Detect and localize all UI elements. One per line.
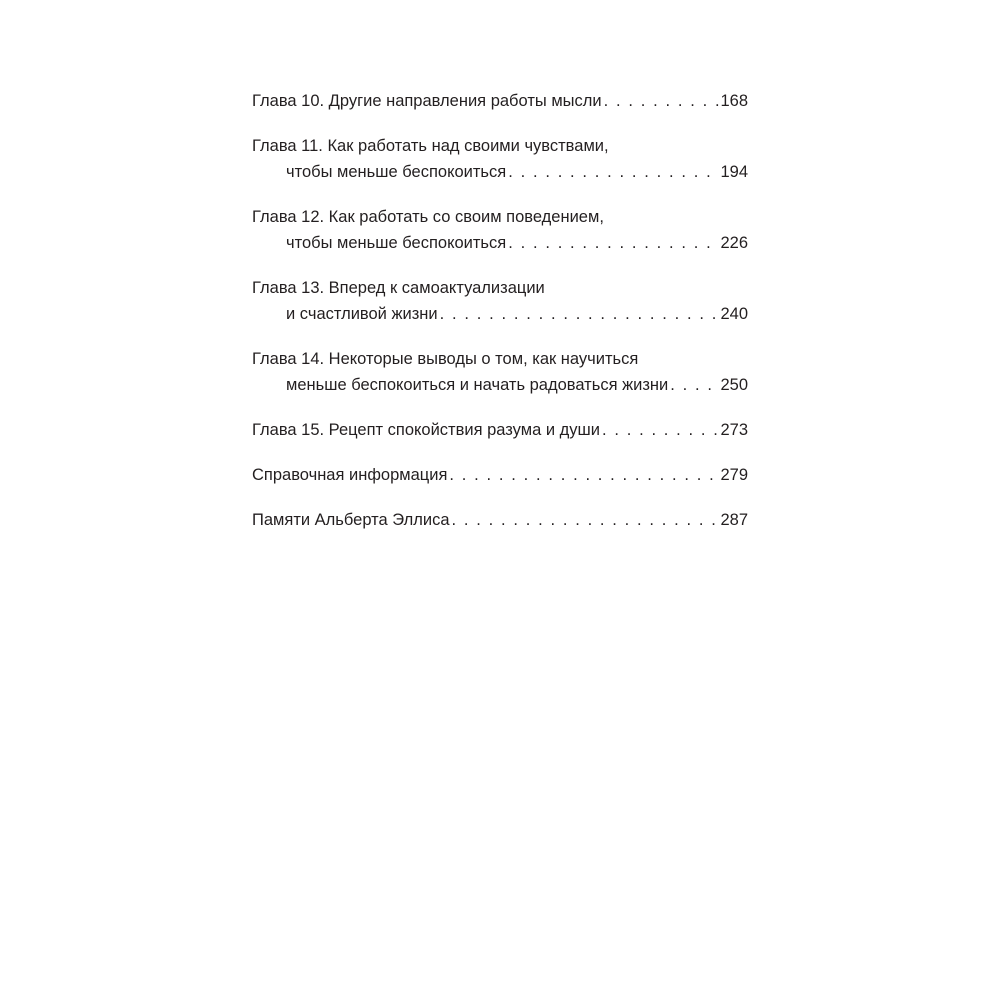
table-of-contents [252, 88, 748, 533]
dot-leader [602, 88, 721, 114]
toc-entry-row [252, 507, 748, 533]
toc-page-number: 194 [720, 163, 748, 181]
toc-entry-reference-info [252, 462, 748, 488]
dot-leader [600, 417, 721, 443]
toc-entry-title: Глава 12. Как работать со своим поведением, [252, 208, 604, 226]
toc-entry-chapter-12 [252, 204, 748, 256]
toc-entry-chapter-15 [252, 417, 748, 443]
dot-leader [450, 507, 721, 533]
dot-leader [506, 159, 720, 185]
toc-page-number: 168 [720, 92, 748, 110]
dot-leader [447, 462, 720, 488]
toc-entry-row [252, 88, 748, 114]
toc-entry-row [252, 462, 748, 488]
toc-entry-title-continuation: чтобы меньше беспокоиться [286, 163, 507, 181]
toc-entry-row [252, 417, 748, 443]
toc-entry-chapter-10 [252, 88, 748, 114]
toc-entry-title: Справочная информация [252, 466, 448, 484]
toc-entry-continuation-row [252, 159, 748, 185]
toc-entry-title: Глава 13. Вперед к самоактуализации [252, 279, 545, 297]
toc-entry-chapter-14 [252, 346, 748, 398]
toc-page-number: 287 [720, 511, 748, 529]
toc-page-number: 226 [720, 234, 748, 252]
toc-entry-row [252, 346, 748, 372]
dot-leader [506, 230, 720, 256]
toc-entry-title: Глава 14. Некоторые выводы о том, как научиться [252, 350, 639, 368]
toc-page-number: 250 [720, 376, 748, 394]
toc-entry-title-continuation: меньше беспокоиться и начать радоваться жизни [286, 376, 669, 394]
toc-entry-row [252, 133, 748, 159]
toc-entry-title: Памяти Альберта Эллиса [252, 511, 450, 529]
toc-page-number: 273 [720, 421, 748, 439]
toc-entry-title: Глава 15. Рецепт спокойствия разума и души [252, 421, 600, 439]
toc-entry-continuation-row [252, 301, 748, 327]
toc-entry-title-continuation: чтобы меньше беспокоиться [286, 234, 507, 252]
toc-page-number: 279 [720, 466, 748, 484]
toc-entry-title-continuation: и счастливой жизни [286, 305, 438, 323]
toc-entry-title: Глава 10. Другие направления работы мысли [252, 92, 602, 110]
toc-entry-row [252, 275, 748, 301]
dot-leader [438, 301, 721, 327]
toc-entry-chapter-11 [252, 133, 748, 185]
toc-page-number: 240 [720, 305, 748, 323]
toc-entry-title: Глава 11. Как работать над своими чувствами, [252, 137, 609, 155]
toc-entry-chapter-13 [252, 275, 748, 327]
toc-entry-row [252, 204, 748, 230]
toc-entry-in-memoriam [252, 507, 748, 533]
toc-entry-continuation-row [252, 230, 748, 256]
toc-entry-continuation-row [252, 372, 748, 398]
dot-leader [668, 372, 720, 398]
